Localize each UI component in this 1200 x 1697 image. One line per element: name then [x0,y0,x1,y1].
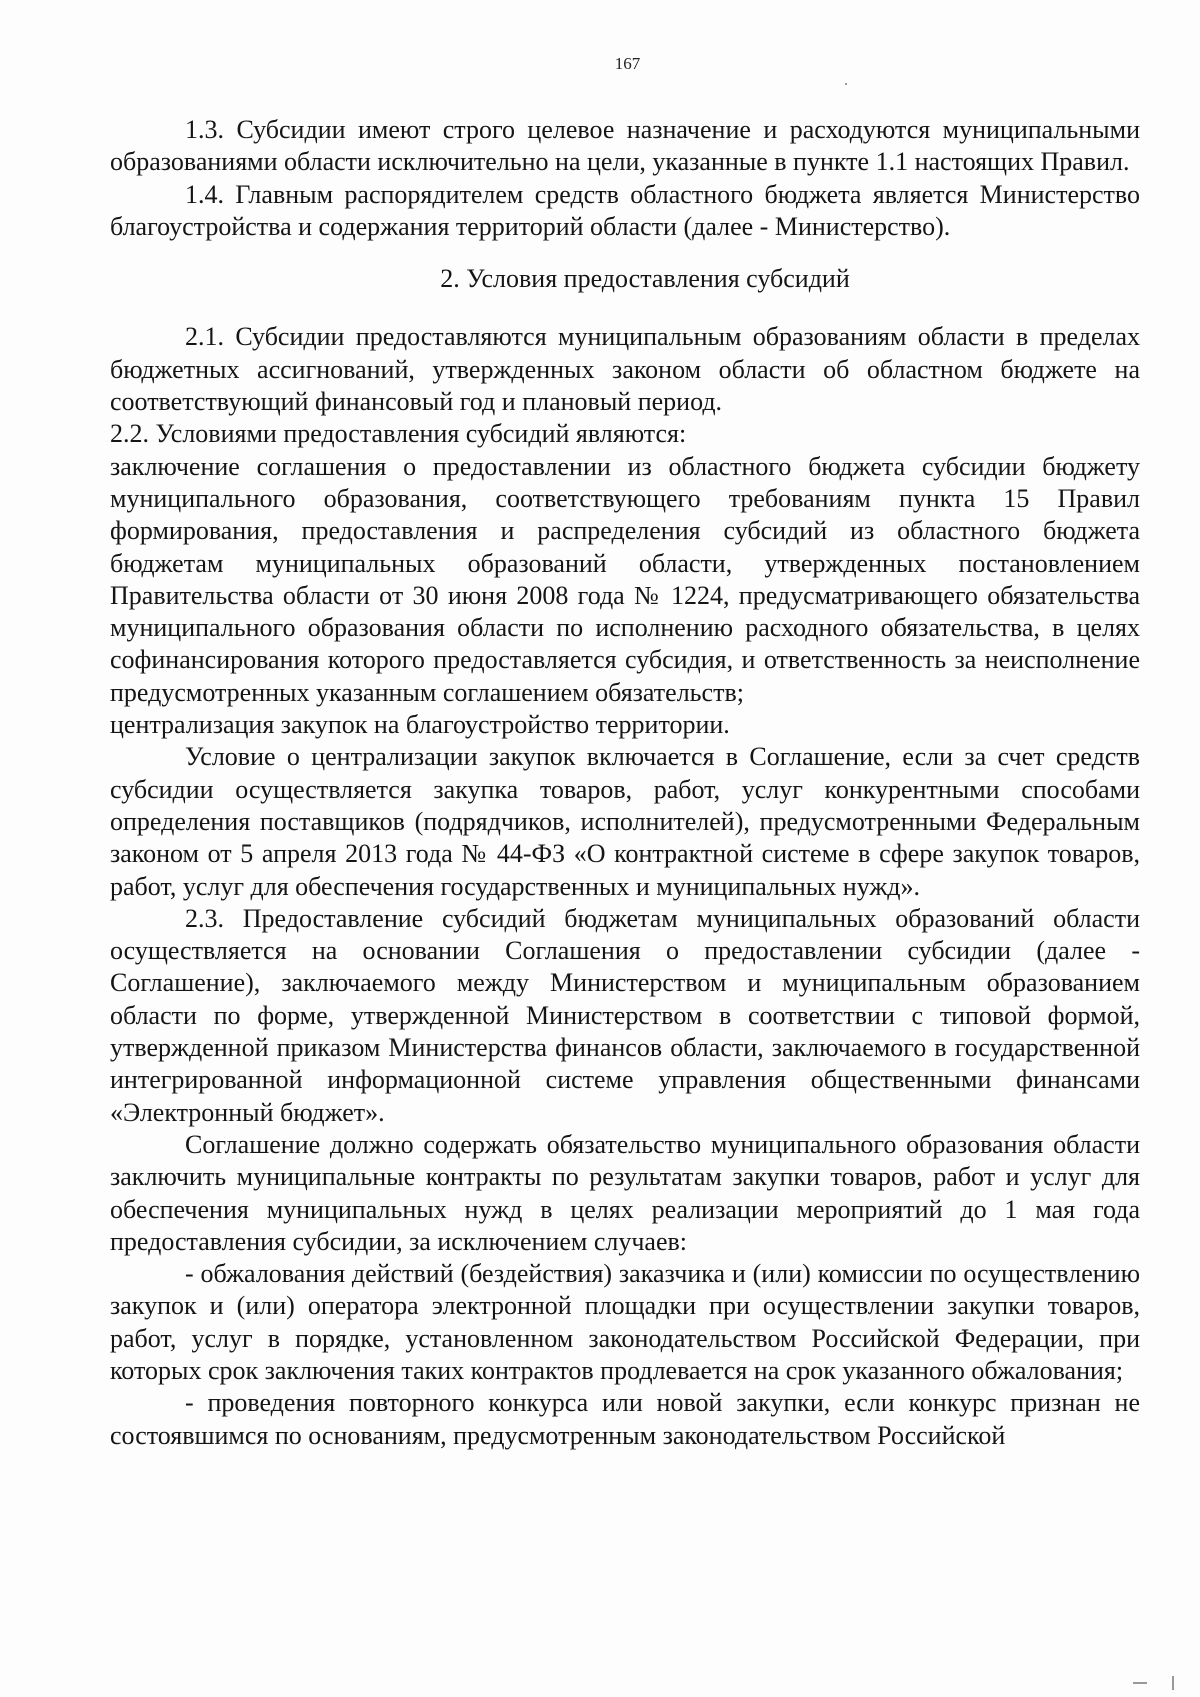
paragraph-condition-agreement: заключение соглашения о предоставлении из областного бюджета субсидии бюджету муниципального образования, соответствующего требованиям пункта 15 Правил формирования, предоставления и распределения субсидий из областного бюджета бюджетам муниципальных образований области, утвержденных постановлением Правительства области от 30 июня 2008 года № 1224, предусматривающего обязательства муниципального образования области по исполнению расходного обязательства, в целях софинансирования которого предоставляется субсидия, и ответственность за неисполнение предусмотренных указанным соглашением обязательств; [110,451,1140,707]
page-number: 167 [614,54,641,73]
paragraph-centralization-clause: Условие о централизации закупок включается в Соглашение, если за счет средств субсидии осуществляется закупка товаров, работ, услуг конкурентными способами определения поставщиков (подрядчиков, исполнителей), предусмотренными Федеральным законом от 5 апреля 2013 года № 44-ФЗ «О контрактной системе в сфере закупок товаров, работ, услуг для обеспечения государственных и муниципальных нужд». [110,742,1140,901]
paragraph-condition-centralization: централизация закупок на благоустройство территории. [110,710,730,740]
paragraph-1-4: 1.4. Главным распорядителем средств областного бюджета является Министерство благоустройства и содержания территорий области (далее - Министерство). [110,179,1140,241]
paragraph-1-3: 1.3. Субсидии имеют строго целевое назначение и расходуются муниципальными образованиями области исключительно на цели, указанные в пункте 1.1 настоящих Правил. [110,115,1140,177]
document-body [110,114,1140,1452]
scan-speck [1172,1676,1174,1690]
paragraph-2-1: 2.1. Субсидии предоставляются муниципальным образованиям области в пределах бюджетных ассигнований, утвержденных законом области об областном бюджете на соответствующий финансовый год и плановый период. [110,322,1140,417]
scan-speck [845,83,847,85]
paragraph-2-2: 2.2. Условиями предоставления субсидий являются: [110,419,687,449]
paragraph-exception-repeat-tender: - проведения повторного конкурса или новой закупки, если конкурс признан не состоявшимся по основаниям, предусмотренным законодательством Российской [110,1388,1140,1450]
scan-speck [1133,1682,1147,1684]
paragraph-exception-appeal: - обжалования действий (бездействия) заказчика и (или) комиссии по осуществлению закупок и (или) оператора электронной площадки при осуществлении закупки товаров, работ, услуг в порядке, установленном законодательством Российской Федерации, при которых срок заключения таких контрактов продлевается на срок указанного обжалования; [110,1259,1140,1385]
section-heading-2: 2. Условия предоставления субсидий [440,264,850,294]
paragraph-2-3: 2.3. Предоставление субсидий бюджетам муниципальных образований области осуществляется на основании Соглашения о предоставлении субсидии (далее - Соглашение), заключаемого между Министерством и муниципальным образованием области по форме, утвержденной Министерством в соответствии с типовой формой, утвержденной приказом Министерства финансов области, заключаемого в государственной интегрированной информационной системе управления общественными финансами «Электронный бюджет». [110,903,1140,1127]
paragraph-agreement-obligation: Соглашение должно содержать обязательство муниципального образования области заключить муниципальные контракты по результатам закупки товаров, работ и услуг для обеспечения муниципальных нужд в целях реализации мероприятий до 1 мая года предоставления субсидии, за исключением случаев: [110,1129,1140,1256]
